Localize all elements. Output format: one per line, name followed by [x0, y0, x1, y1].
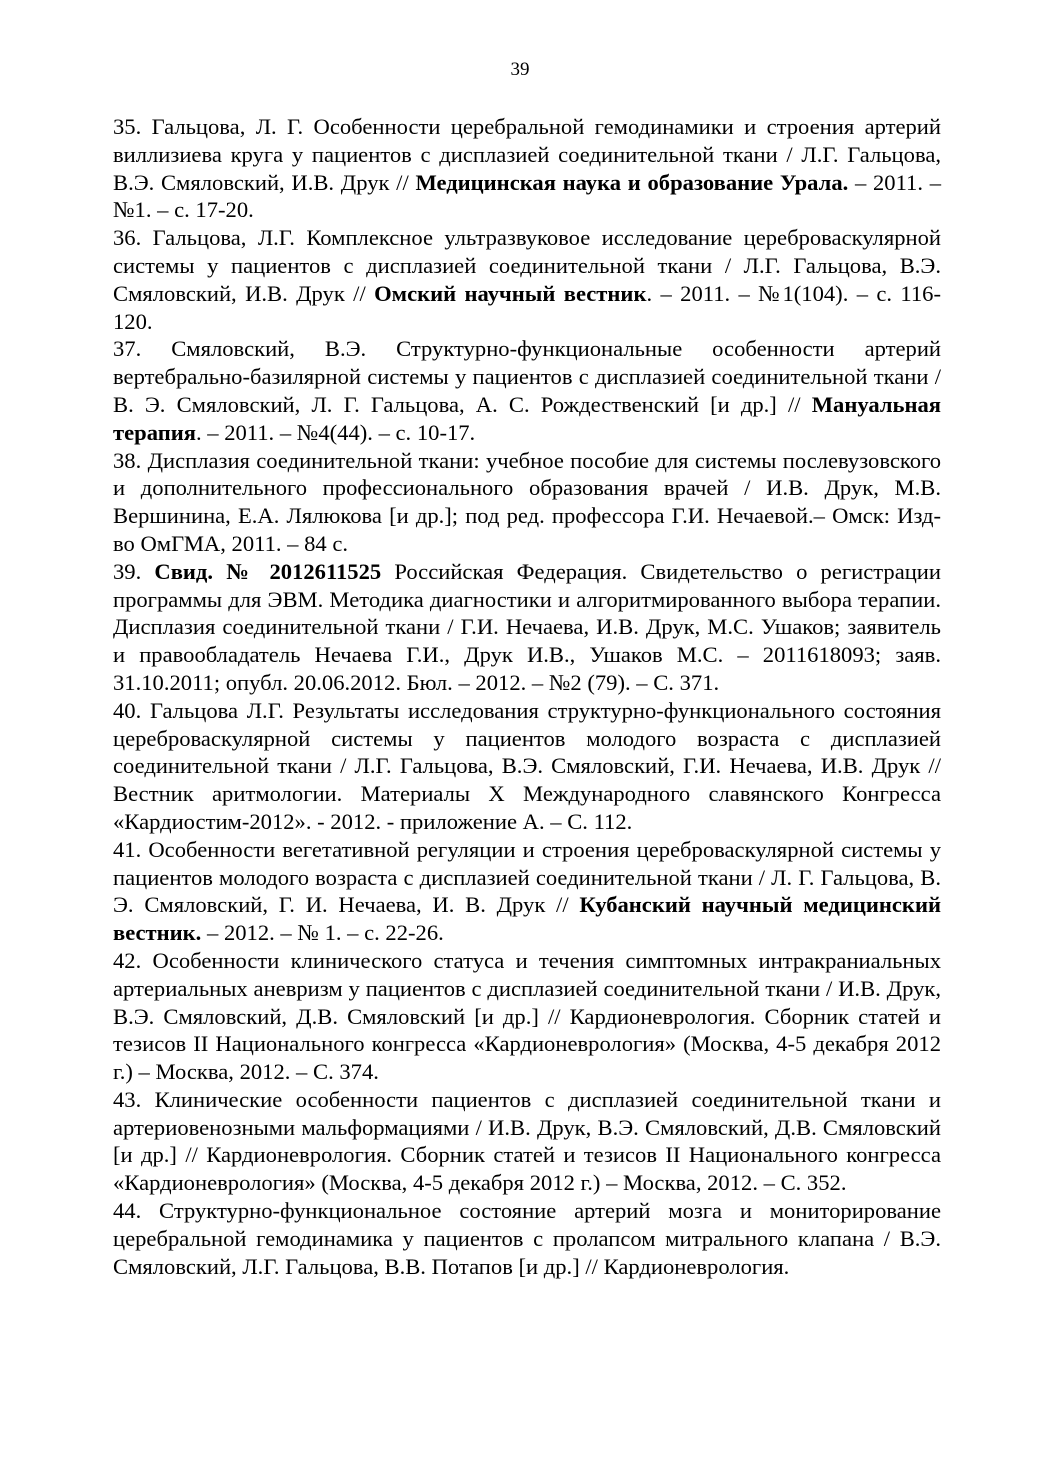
reference-text: . – 2011. – №4(44). – с. 10-17.	[195, 419, 476, 445]
reference-text: – 2011. – №1. – с. 17-20.	[113, 169, 941, 223]
reference-text: . – 2011. – №1(104). – с. 116-120.	[113, 280, 941, 334]
reference-number: 37.	[113, 336, 142, 362]
reference-item	[113, 558, 941, 697]
reference-source-bold: Медицинская наука и образование Урала.	[415, 169, 849, 195]
reference-item	[113, 697, 941, 836]
page-number: 39	[510, 59, 530, 80]
reference-number: 41.	[113, 836, 142, 862]
reference-text: Дисплазия соединительной ткани: учебное пособие для системы послевузовского и дополнительного профессионального образования врачей / И.В. Друк, М.В. Вершинина, Е.А. Лялюкова [и др.]; под ред. профессора Г.И. Нечаевой.– Омск: Изд-во ОмГМА, 2011. – 84 с.	[113, 447, 942, 556]
reference-item	[113, 1086, 941, 1197]
reference-text: – 2012. – № 1. – с. 22-26.	[201, 920, 444, 946]
reference-text: Особенности вегетативной регуляции и строения цереброваскулярной системы у пациентов молодого возраста с дисплазией соединительной ткани / Л. Г. Гальцова, В. Э. Смяловский, Г. И. Нечаева, И. В. Друк //	[113, 836, 941, 918]
reference-number: 44.	[113, 1198, 142, 1224]
reference-number: 38.	[113, 447, 142, 473]
reference-source-bold: Омский научный вестник	[374, 280, 647, 306]
reference-text: Гальцова Л.Г. Результаты исследования структурно-функционального состояния цереброваскулярной системы у пациентов молодого возраста с дисплазией соединительной ткани / Л.Г. Гальцова, В.Э. Смяловский, Г.И. Нечаева, И.В. Друк // Вестник аритмологии. Материалы X Международного славянского Конгресса «Кардиостим-2012». - 2012. - приложение А. – С. 112.	[113, 697, 942, 834]
reference-source-bold: Мануальная терапия	[113, 391, 941, 445]
reference-text: Особенности клинического статуса и течения симптомных интракраниальных артериальных аневризм у пациентов с дисплазией соединительной ткани / И.В. Друк, В.Э. Смяловский, Д.В. Смяловский [и др.] // Кардионеврология. Сборник статей и тезисов II Национального конгресса «Кардионеврология» (Москва, 4-5 декабря 2012 г.) – Москва, 2012. – С. 374.	[113, 947, 942, 1085]
reference-number: 36.	[113, 225, 142, 251]
reference-text: Гальцова, Л.Г. Комплексное ультразвуковое исследование цереброваскулярной системы у пациентов с дисплазией соединительной ткани / Л.Г. Гальцова, В.Э. Смяловский, И.В. Друк //	[113, 225, 941, 306]
reference-number: 43.	[113, 1086, 142, 1112]
reference-item	[113, 224, 941, 335]
reference-source-bold: Кубанский научный медицинский вестник.	[113, 892, 941, 946]
reference-item	[113, 1197, 941, 1280]
reference-list	[113, 113, 941, 1280]
reference-item	[113, 836, 941, 947]
reference-item	[113, 335, 941, 446]
reference-number: 35.	[113, 114, 142, 139]
reference-item	[113, 113, 941, 224]
reference-number: 40.	[113, 697, 142, 723]
reference-item	[113, 947, 941, 1086]
reference-text: Гальцова, Л. Г. Особенности церебральной гемодинамики и строения артерий виллизиева круга у пациентов с дисплазией соединительной ткани / Л.Г. Гальцова, В.Э. Смяловский, И.В. Друк //	[113, 114, 941, 195]
reference-number: 39.	[113, 558, 142, 584]
reference-number: 42.	[113, 947, 142, 973]
reference-text: Структурно-функциональное состояние артерий мозга и мониторирование церебральной гемодинамика у пациентов с пролапсом митрального клапана / В.Э. Смяловский, Л.Г. Гальцова, В.В. Потапов [и др.] // Кардионеврология.	[113, 1198, 941, 1279]
reference-text: Клинические особенности пациентов с дисплазией соединительной ткани и артериовенозными мальформациями / И.В. Друк, В.Э. Смяловский, Д.В. Смяловский [и др.] // Кардионеврология. Сборник статей и тезисов II Национального конгресса «Кардионеврология» (Москва, 4-5 декабря 2012 г.) – Москва, 2012. – С. 352.	[113, 1086, 941, 1196]
reference-item	[113, 447, 941, 558]
reference-text: Смяловский, В.Э. Структурно-функциональные особенности артерий вертебрально-базилярной системы у пациентов с дисплазией соединительной ткани / В. Э. Смяловский, Л. Г. Гальцова, А. С. Рождественский [и др.] //	[113, 336, 941, 417]
reference-source-bold: Свид. № 2012611525	[154, 558, 382, 584]
reference-text: Российская Федерация. Свидетельство о регистрации программы для ЭВМ. Методика диагностики и алгоритмированного выбора терапии. Дисплазия соединительной ткани / Г.И. Нечаева, И.В. Друк, М.С. Ушаков; заявитель и правообладатель Нечаева Г.И., Друк И.В., Ушаков М.С. – 2011618093; заяв. 31.10.2011; опубл. 20.06.2012. Бюл. – 2012. – №2 (79). – С. 371.	[113, 558, 941, 695]
